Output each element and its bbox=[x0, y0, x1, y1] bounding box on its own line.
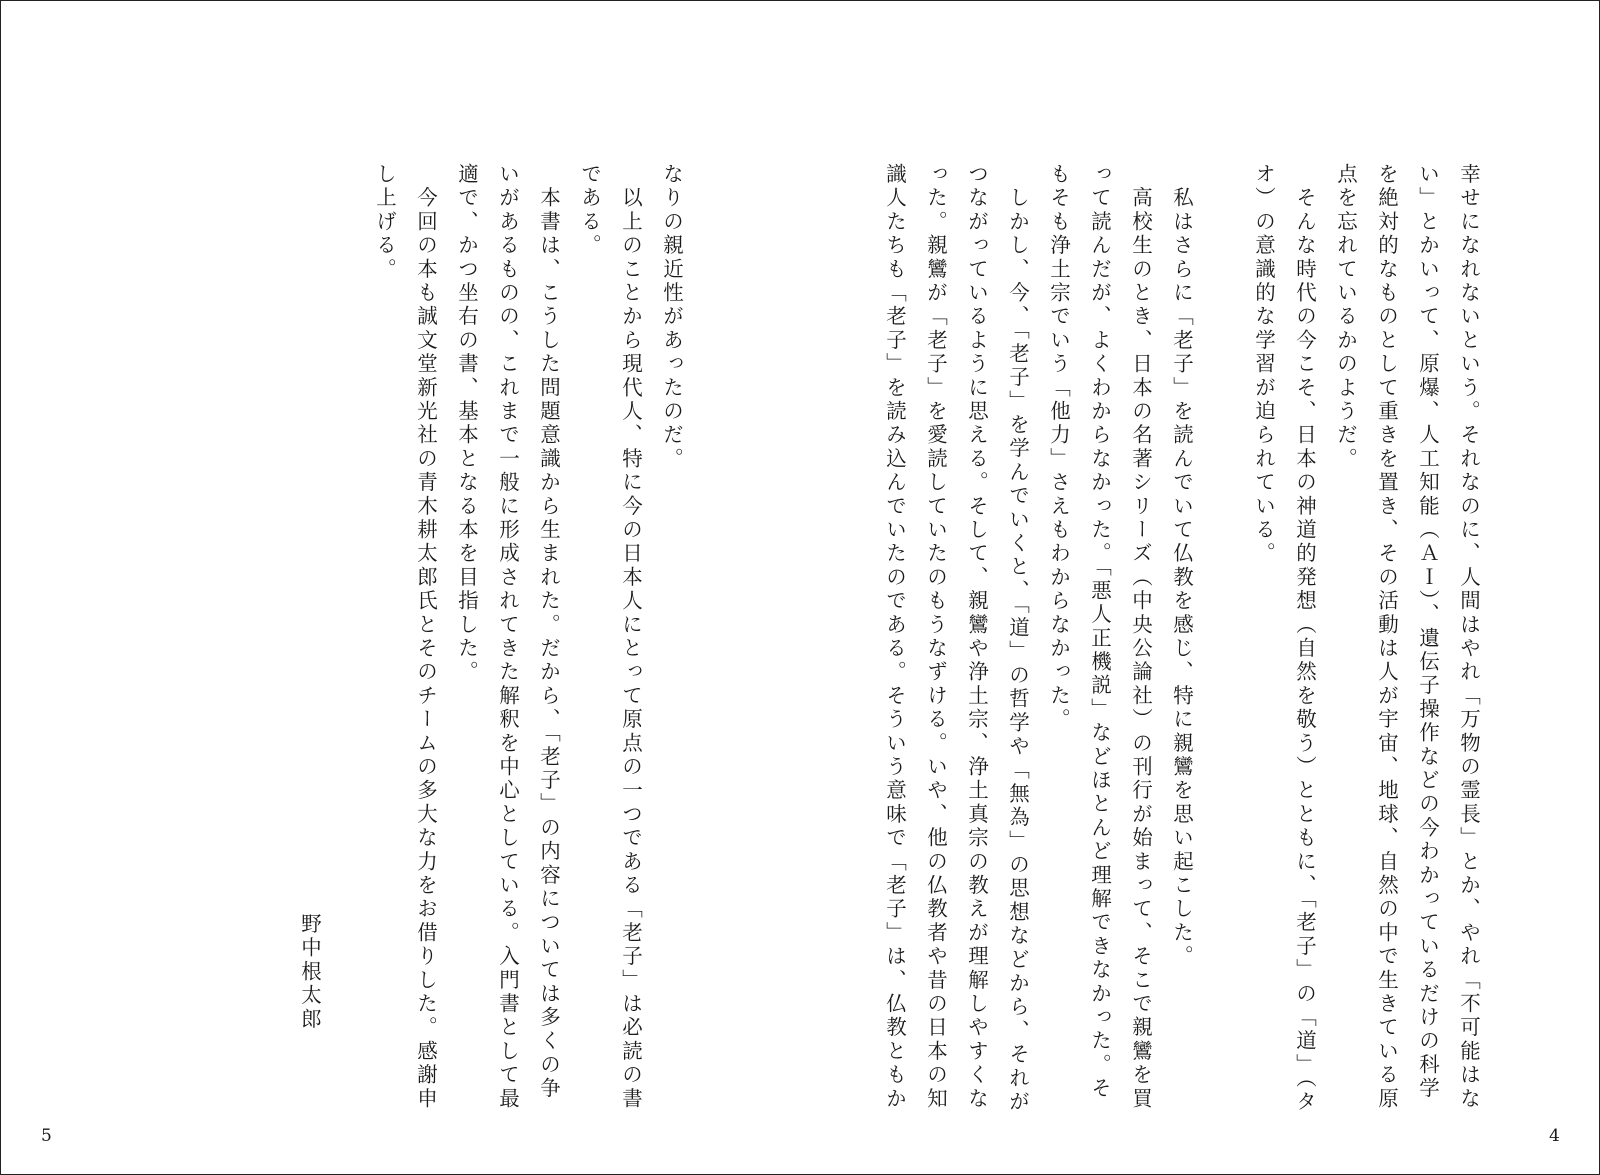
text-column: 今回の本も誠文堂新光社の青木耕太郎氏とそのチームの多大な力をお借りした。感謝申 bbox=[413, 163, 438, 1111]
text-column: い」とかいって、原爆、人工知能（ＡＩ）、遺伝子操作などの今わかっているだけの科学 bbox=[1415, 163, 1440, 1101]
text-column: を絶対的なものとして重きを置き、その活動は人が宇宙、地球、自然の中で生きている原 bbox=[1374, 163, 1399, 1111]
text-column: 高校生のとき、日本の名著シリーズ（中央公論社）の刊行が始まって、そこで親鸞を買 bbox=[1128, 163, 1153, 1111]
text-column: った。親鸞が「老子」を愛読していたのもうなずける。いや、他の仏教者や昔の日本の知 bbox=[923, 163, 948, 1111]
page-number-left: 5 bbox=[41, 1126, 52, 1146]
text-column: 本書は、こうした問題意識から生まれた。だから、「老子」の内容については多くの争 bbox=[536, 163, 561, 1101]
text-column: 適で、かつ坐右の書、基本となる本を目指した。 bbox=[454, 163, 479, 685]
text-column: つながっているように思える。そして、親鸞や浄土宗、浄土真宗の教えが理解しやすくな bbox=[964, 163, 989, 1111]
text-column: って読んだが、よくわからなかった。「悪人正機説」などほとんど理解できなかった。そ bbox=[1087, 163, 1112, 1101]
text-column: 識人たちも「老子」を読み込んでいたのである。そういう意味で「老子」は、仏教ともか bbox=[882, 163, 907, 1111]
page-number-right: 4 bbox=[1549, 1126, 1560, 1146]
text-column: なりの親近性があったのだ。 bbox=[659, 163, 684, 472]
text-column: 幸せになれないという。それなのに、人間はやれ「万物の霊長」とか、やれ「不可能はな bbox=[1456, 163, 1481, 1111]
text-column: いがあるものの、これまで一般に形成されてきた解釈を中心としている。入門書として最 bbox=[495, 163, 520, 1111]
text-column: もそも浄土宗でいう「他力」さえもわからなかった。 bbox=[1046, 163, 1071, 732]
text-column: し上げる。 bbox=[372, 163, 397, 282]
text-column: 以上のことから現代人、特に今の日本人にとって原点の一つである「老子」は必読の書 bbox=[618, 163, 643, 1111]
text-column: 私はさらに「老子」を読んでいて仏教を感じ、特に親鸞を思い起こした。 bbox=[1169, 163, 1194, 969]
author-signature: 野中根太郎 bbox=[297, 913, 322, 1032]
text-column: 点を忘れているかのようだ。 bbox=[1333, 163, 1358, 472]
text-column: そんな時代の今こそ、日本の神道的発想（自然を敬う）とともに、「老子」の「道」（タ bbox=[1292, 163, 1317, 1115]
text-column: である。 bbox=[577, 163, 602, 258]
text-column: しかし、今、「老子」を学んでいくと、「道」の哲学や「無為」の思想などから、それが bbox=[1005, 163, 1030, 1115]
text-column: オ）の意識的な学習が迫られている。 bbox=[1251, 163, 1276, 566]
